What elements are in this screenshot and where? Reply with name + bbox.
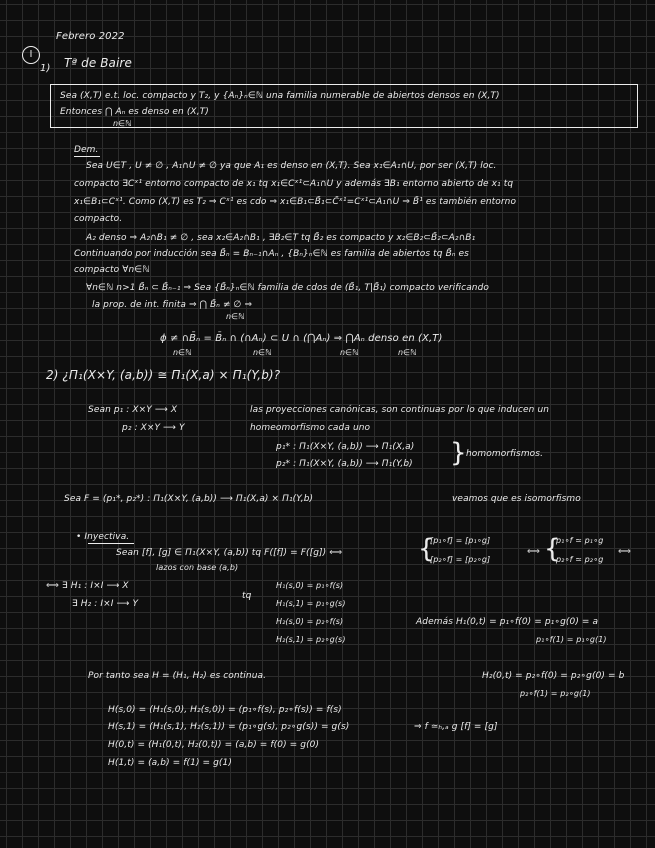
- proof-subscript: n∈ℕ: [253, 348, 272, 357]
- projection-text-2: homeomorfismo cada uno: [250, 423, 371, 433]
- injective-line-1: Sean [f], [g] ∈ Π₁(X×Y, (a,b)) tq F([f]) = F([g]) ⟺: [116, 548, 343, 558]
- injective-heading: • Inyectiva.: [76, 532, 130, 542]
- proof-subscript: n∈ℕ: [340, 348, 359, 357]
- statement-line-2: Entonces ⋂ Aₙ es denso en (X,T): [60, 107, 209, 117]
- proof-line: Sea U∈T , U ≠ ∅ , A₁∩U ≠ ∅ ya que A₁ es denso en (X,T). Sea x₁∈A₁∩U, por ser (X,T) loc.: [86, 161, 497, 171]
- proof-subscript: n∈ℕ: [173, 348, 192, 357]
- brace-right: }: [450, 438, 467, 468]
- item-number: 1): [40, 63, 51, 74]
- H2-t-line-2: p₂∘f(1) = p₂∘g(1): [520, 689, 591, 698]
- F-note: veamos que es isomorfismo: [452, 494, 581, 504]
- projection-p2: p₂ : X×Y ⟶ Y: [122, 423, 185, 433]
- statement-subscript: n∈ℕ: [113, 119, 132, 128]
- system-2b: p₂∘f ≃ p₂∘g: [556, 555, 604, 564]
- proof-line: compacto ∀n∈ℕ: [74, 265, 150, 275]
- loops-note: lazos con base (a,b): [156, 563, 239, 572]
- proof-line: compacto ∃Cˣ¹ entorno compacto de x₁ tq x₁∈Cˣ¹⊂A₁∩U y además ∃B₁ entorno abierto de x₁ tq: [74, 179, 514, 189]
- projection-text-1: las proyecciones canónicas, son continuas por lo que inducen un: [250, 405, 550, 415]
- ademas-line-2: p₁∘f(1) = p₁∘g(1): [536, 635, 607, 644]
- conclusion-line-3: H(0,t) = (H₁(0,t), H₂(0,t)) = (a,b) = f(0) = g(0): [108, 740, 320, 750]
- system-1a: [p₁∘f] = [p₁∘g]: [430, 536, 491, 545]
- conclusion-line-1: H(s,0) = (H₁(s,0), H₂(s,0)) = (p₁∘f(s), p₂∘f(s)) = f(s): [108, 705, 342, 715]
- induced-map-1: p₁* : Π₁(X×Y, (a,b)) ⟶ Π₁(X,a): [276, 442, 415, 452]
- section-number: I: [22, 46, 40, 64]
- system-1b: [p₂∘f] = [p₂∘g]: [430, 555, 491, 564]
- proof-heading-underline: [74, 156, 100, 157]
- conclusion-intro: Por tanto sea H = (H₁, H₂) es continua.: [88, 671, 267, 681]
- iff-symbol: ⟺: [618, 547, 632, 557]
- ademas-line: Además H₁(0,t) = p₁∘f(0) = p₁∘g(0) = a: [416, 617, 599, 627]
- condition-2: H₁(s,1) = p₁∘g(s): [276, 599, 346, 608]
- projection-p1: Sean p₁ : X×Y ⟶ X: [88, 405, 178, 415]
- tq-label: tq: [242, 591, 252, 601]
- injective-underline: [88, 543, 134, 544]
- conclusion-line-4: H(1,t) = (a,b) = f(1) = g(1): [108, 758, 232, 768]
- homotopy-H1: ⟺ ∃ H₁ : I×I ⟶ X: [46, 581, 129, 591]
- question-2-title: 2) ¿Π₁(X×Y, (a,b)) ≅ Π₁(X,a) × Π₁(Y,b)?: [46, 368, 281, 382]
- proof-heading: Dem.: [74, 145, 99, 155]
- H2-t-line: H₂(0,t) = p₂∘f(0) = p₂∘g(0) = b: [482, 671, 625, 681]
- conclusion-result: ⇒ f ≃ₕ,ₐ g [f] = [g]: [414, 722, 498, 732]
- homomorphisms-label: homomorfismos.: [466, 449, 544, 459]
- induced-map-2: p₂* : Π₁(X×Y, (a,b)) ⟶ Π₁(Y,b): [276, 459, 413, 469]
- proof-subscript: n∈ℕ: [226, 312, 245, 321]
- theorem-title: Tª de Baire: [64, 56, 132, 70]
- homotopy-H2: ∃ H₂ : I×I ⟶ Y: [72, 599, 139, 609]
- system-2a: p₁∘f ≃ p₁∘g: [556, 536, 604, 545]
- F-definition: Sea F = (p₁*, p₂*) : Π₁(X×Y, (a,b)) ⟶ Π₁(X,a) × Π₁(Y,b): [64, 494, 314, 504]
- iff-symbol: ⟺: [527, 547, 541, 557]
- proof-line: compacto.: [74, 214, 123, 224]
- brace-left: {: [418, 534, 435, 564]
- condition-3: H₂(s,0) = p₂∘f(s): [276, 617, 344, 626]
- proof-conclusion: ϕ ≠ ∩B̄ₙ = B̄ₙ ∩ (∩Aₙ) ⊂ U ∩ (⋂Aₙ) ⇒ ⋂Aₙ denso en (X,T): [160, 333, 443, 344]
- statement-line-1: Sea (X,T) e.t. loc. compacto y T₂, y {Aₙ}ₙ∈ℕ una familia numerable de abiertos densos en (X,T): [60, 91, 500, 101]
- proof-line: A₂ denso ⇒ A₂∩B₁ ≠ ∅ , sea x₂∈A₂∩B₁ , ∃B₂∈T tq B̄₂ es compacto y x₂∈B₂⊂B̄₂⊂A₂∩B₁: [86, 233, 476, 243]
- conclusion-line-2: H(s,1) = (H₁(s,1), H₂(s,1)) = (p₁∘g(s), p₂∘g(s)) = g(s): [108, 722, 350, 732]
- condition-4: H₂(s,1) = p₂∘g(s): [276, 635, 346, 644]
- proof-line: x₁∈B₁⊂Cˣ¹. Como (X,T) es T₂ ⇒ Cˣ¹ es cdo ⇒ x₁∈B₁⊂B̄₁⊂C̄ˣ¹=Cˣ¹⊂A₁∩U ⇒ B̄¹ es también entorno: [74, 197, 517, 207]
- brace-left: {: [544, 534, 561, 564]
- date-label: Febrero 2022: [56, 31, 125, 42]
- proof-line: ∀n∈ℕ n>1 B̄ₙ ⊂ B̄ₙ₋₁ ⇒ Sea {B̄ₙ}ₙ∈ℕ familia de cdos de (B̄₁, T|B̄₁) compacto verificando: [86, 283, 490, 293]
- proof-subscript: n∈ℕ: [398, 348, 417, 357]
- condition-1: H₁(s,0) = p₁∘f(s): [276, 581, 344, 590]
- proof-line: Continuando por inducción sea B̄ₙ = Bₙ₋₁∩Aₙ , {Bₙ}ₙ∈ℕ es familia de abiertos tq B̄ₙ es: [74, 249, 469, 259]
- proof-line: la prop. de int. finita ⇒ ⋂ B̄ₙ ≠ ∅ ⇒: [92, 300, 253, 310]
